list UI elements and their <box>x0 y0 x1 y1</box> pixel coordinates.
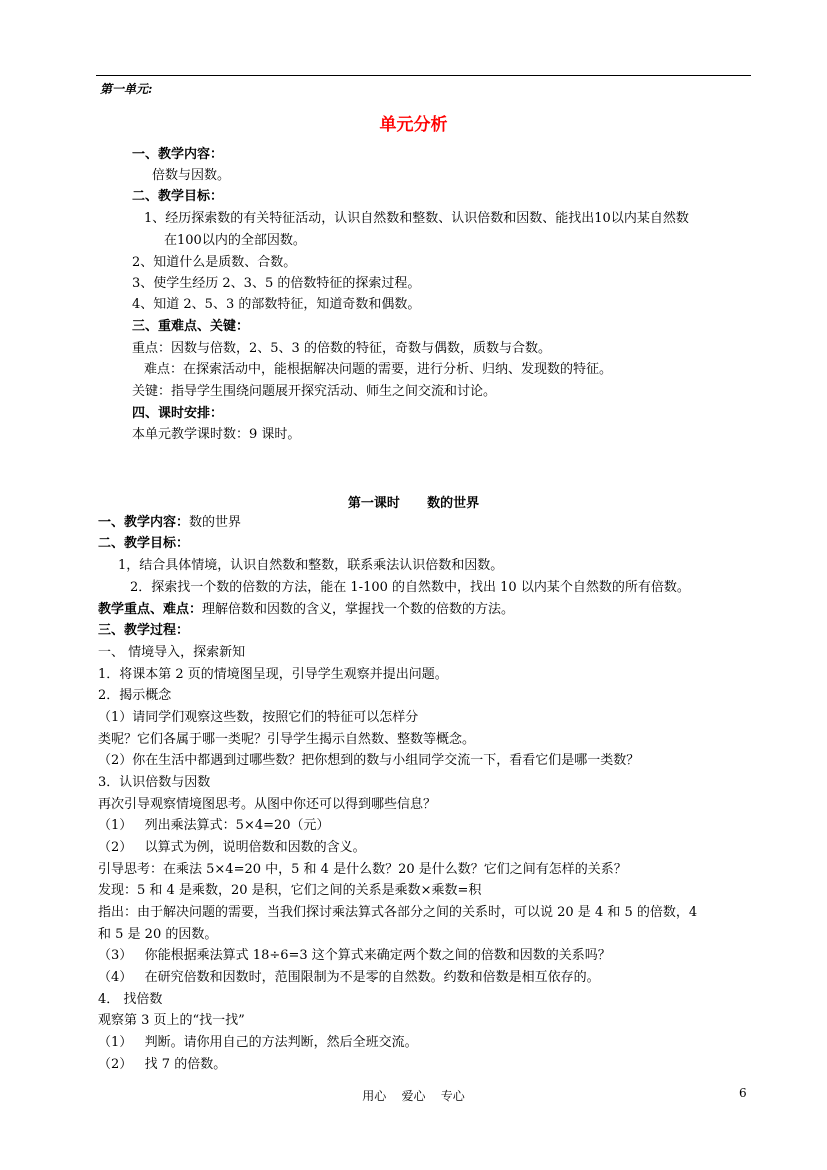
lesson-goal-1: 1，结合具体情境，认识自然数和整数，联系乘法认识倍数和因数。 <box>118 558 504 573</box>
lesson-keypoint-heading: 教学重点、难点： <box>98 602 203 617</box>
section-body-content: 倍数与因数。 <box>152 168 231 183</box>
process-line: （2）你在生活中都遇到过哪些数？把你想到的数与小组同学交流一下，看看它们是哪一类数？ <box>98 753 640 768</box>
section-heading-schedule: 四、课时安排： <box>132 406 224 421</box>
goal-item-4: 4、知道 2、5、3 的部数特征，知道奇数和偶数。 <box>132 297 421 312</box>
process-line: 发现：5 和 4 是乘数，20 是积，它们之间的关系是乘数×乘数=积 <box>98 883 482 898</box>
process-line: 3．认识倍数与因数 <box>98 775 211 790</box>
lesson-content-heading: 一、教学内容： <box>98 515 190 530</box>
process-line: （3） 你能根据乘法算式 18÷6=3 这个算式来确定两个数之间的倍数和因数的关系吗？ <box>98 948 611 963</box>
process-line: （1）请同学们观察这些数，按照它们的特征可以怎样分 <box>98 710 419 725</box>
schedule-body: 本单元教学课时数：9 课时。 <box>132 427 301 442</box>
key-line: 关键：指导学生围绕问题展开探究活动、师生之间交流和讨论。 <box>132 384 497 399</box>
process-line: 1．将课本第 2 页的情境图呈现，引导学生观察并提出问题。 <box>98 667 448 682</box>
process-line: 再次引导观察情境图思考。从图中你还可以得到哪些信息？ <box>98 797 437 812</box>
unit-title: 单元分析 <box>379 115 448 135</box>
process-line: 类呢？它们各属于哪一类呢？引导学生揭示自然数、整数等概念。 <box>98 732 476 747</box>
goal-item-3: 3、使学生经历 2、3、5 的倍数特征的探索过程。 <box>132 276 421 291</box>
section-heading-goals: 二、教学目标： <box>132 189 224 204</box>
process-line: （2） 找 7 的倍数。 <box>98 1057 227 1072</box>
running-header: 第一单元: <box>100 82 153 96</box>
process-line: 和 5 是 20 的因数。 <box>98 927 218 942</box>
lesson-goal-2: 2．探索找一个数的倍数的方法，能在 1-100 的自然数中，找出 10 以内某个自然数的所有倍数。 <box>130 580 690 595</box>
process-line: 一、 情境导入，探索新知 <box>98 645 246 660</box>
goal-item-2: 2、知道什么是质数、合数。 <box>132 255 297 270</box>
lesson-content-body: 数的世界 <box>189 515 242 530</box>
lesson-process-heading: 三、教学过程： <box>98 623 190 638</box>
difficulty-line: 难点：在探索活动中，能根据解决问题的需要，进行分析、归纳、发现数的特征。 <box>144 362 613 377</box>
process-line: 4． 找倍数 <box>98 992 163 1007</box>
lesson-title: 第一课时 数的世界 <box>347 496 480 511</box>
footer-motto: 用心 爱心 专心 <box>362 1089 465 1103</box>
key-point-line: 重点：因数与倍数，2、5、3 的倍数的特征，奇数与偶数，质数与合数。 <box>132 341 551 356</box>
page-number: 6 <box>739 1086 747 1100</box>
lesson-content-line <box>98 515 241 531</box>
goal-item-1a: 1、经历探索数的有关特征活动，认识自然数和整数、认识倍数和因数、能找出10以内某自然数 <box>144 211 689 226</box>
goal-item-1b: 在100以内的全部因数。 <box>164 233 306 248</box>
section-heading-keypoints: 三、重难点、关键： <box>132 319 250 334</box>
process-line: （1） 列出乘法算式：5×4=20（元） <box>98 818 330 833</box>
process-line: （4） 在研究倍数和因数时，范围限制为不是零的自然数。约数和倍数是相互依存的。 <box>98 970 600 985</box>
process-line: 观察第 3 页上的“找一找” <box>98 1013 245 1028</box>
lesson-keypoint-line <box>98 602 514 618</box>
header-rule <box>96 75 751 76</box>
lesson-goal-heading: 二、教学目标： <box>98 536 190 551</box>
process-line: （1） 判断。请你用自己的方法判断，然后全班交流。 <box>98 1035 418 1050</box>
process-line: 引导思考：在乘法 5×4=20 中，5 和 4 是什么数？20 是什么数？它们之间有怎样的关系？ <box>98 862 627 877</box>
lesson-keypoint-body: 理解倍数和因数的含义，掌握找一个数的倍数的方法。 <box>202 602 515 617</box>
section-heading-content: 一、教学内容： <box>132 147 224 162</box>
process-line: 指出：由于解决问题的需要，当我们探讨乘法算式各部分之间的关系时，可以说 20 是 4 和 5 的倍数，4 <box>98 905 698 920</box>
process-line: （2） 以算式为例，说明倍数和因数的含义。 <box>98 840 366 855</box>
process-line: 2．揭示概念 <box>98 688 172 703</box>
